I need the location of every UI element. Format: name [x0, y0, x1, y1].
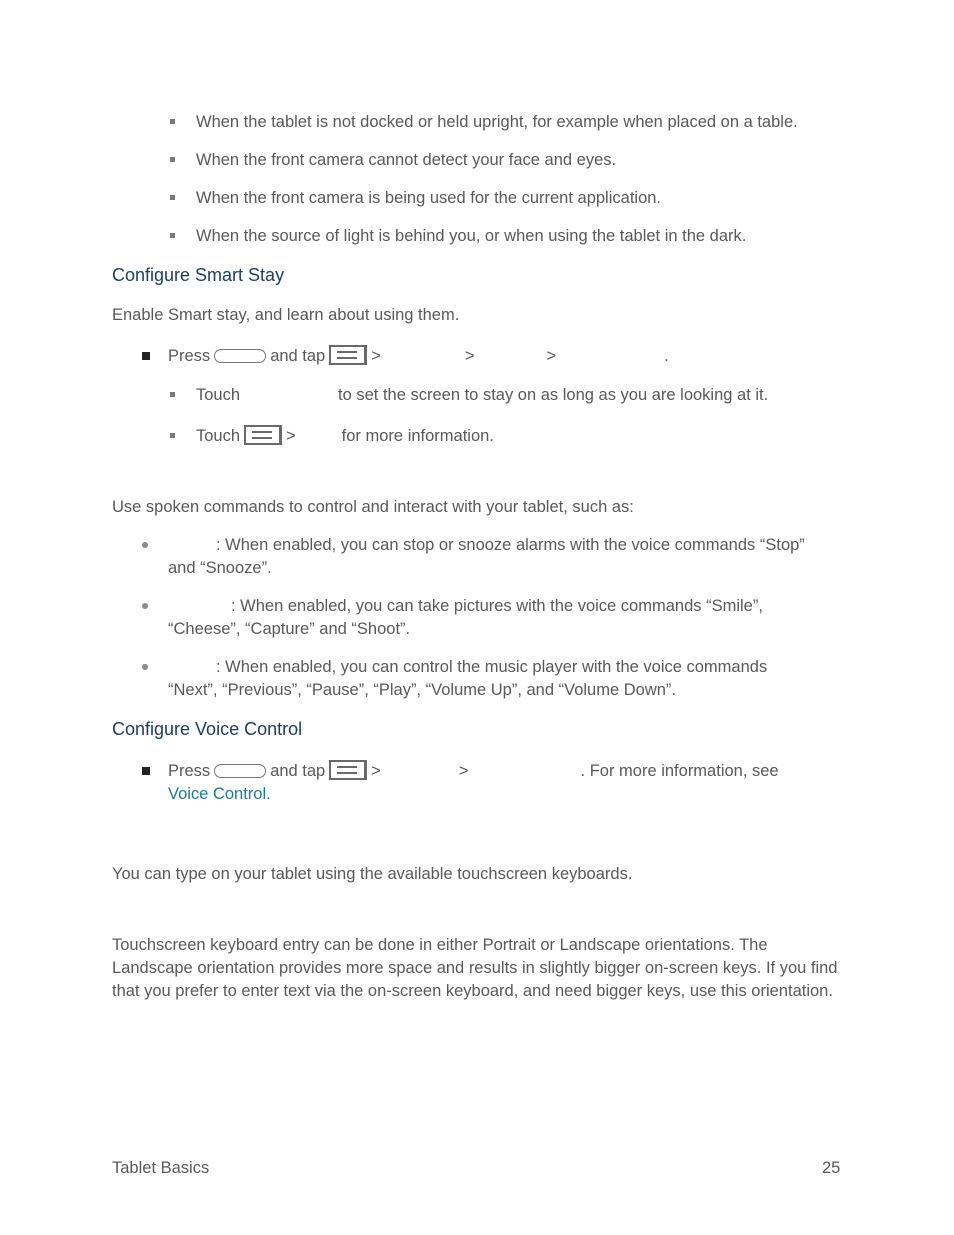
step-marker	[142, 352, 150, 360]
bullet-marker	[170, 119, 175, 124]
voice-control-heading: Configure Voice Control	[112, 719, 303, 739]
gt-separator: >	[371, 762, 381, 780]
sub-bullet-help	[196, 425, 494, 448]
voice-item-marker	[142, 664, 148, 670]
more-info-text: . For more information, see	[580, 762, 779, 780]
touch-label: Touch	[196, 386, 241, 404]
voice-item-music: : When enabled, you can control the music player with the voice commands	[216, 658, 768, 676]
voice-item-camera-cont: “Cheese”, “Capture” and “Shoot”.	[168, 620, 411, 638]
page-number: 25	[822, 1159, 841, 1177]
and-tap-label: and tap	[270, 347, 326, 365]
voice-item-alarm: : When enabled, you can stop or snooze alarms with the voice commands “Stop”	[216, 536, 805, 554]
gt-separator: >	[458, 762, 469, 780]
period: .	[266, 785, 271, 803]
voice-item-marker	[142, 542, 148, 548]
keyboard-paragraph: Touchscreen keyboard entry can be done in either Portrait or Landscape orientations. The Landscape orientation provides more space and results in slightly bigger on-screen keys. If you find that you prefer to enter text via the on-screen keyboard, and need bigger keys, use this orientation.	[112, 936, 838, 1000]
home-key-icon	[214, 764, 266, 778]
footer-section: Tablet Basics	[112, 1159, 210, 1177]
gt-separator: >	[546, 347, 557, 365]
bullet-marker	[170, 157, 175, 162]
voice-control-step	[168, 760, 779, 783]
bullet-text: When the front camera cannot detect your face and eyes.	[196, 151, 617, 169]
sub-bullet-text: to set the screen to stay on as long as you are looking at it.	[338, 386, 769, 404]
voice-control-link-line	[168, 783, 271, 806]
bullet-marker	[170, 233, 175, 238]
bullet-text: When the source of light is behind you, or when using the tablet in the dark.	[196, 227, 747, 245]
voice-item-music-cont: “Next”, “Previous”, “Pause”, “Play”, “Volume Up”, and “Volume Down”.	[168, 681, 676, 699]
menu-key-icon	[329, 345, 367, 365]
menu-key-icon	[244, 425, 282, 445]
press-label: Press	[168, 762, 211, 780]
sub-bullet-touch	[196, 384, 768, 407]
smart-stay-intro: Enable Smart stay, and learn about using them.	[112, 306, 460, 324]
period: .	[664, 347, 669, 365]
sub-bullet-text: for more information.	[341, 427, 494, 445]
step-marker	[142, 767, 150, 775]
voice-item-camera: : When enabled, you can take pictures with the voice commands “Smile”,	[231, 597, 763, 615]
press-label: Press	[168, 347, 211, 365]
voice-intro: Use spoken commands to control and interact with your tablet, such as:	[112, 498, 634, 516]
touch-label: Touch	[196, 427, 241, 445]
gt-separator: >	[371, 347, 381, 365]
home-key-icon	[214, 349, 266, 363]
gt-separator: >	[464, 347, 475, 365]
menu-key-icon	[329, 760, 367, 780]
bullet-text: When the tablet is not docked or held upright, for example when placed on a table.	[196, 113, 798, 131]
smart-stay-heading: Configure Smart Stay	[112, 265, 285, 285]
voice-item-alarm-cont: and “Snooze”.	[168, 559, 272, 577]
and-tap-label: and tap	[270, 762, 326, 780]
bullet-text: When the front camera is being used for the current application.	[196, 189, 662, 207]
bullet-marker	[170, 195, 175, 200]
voice-item-marker	[142, 603, 148, 609]
smart-stay-step	[168, 345, 669, 368]
gt-separator: >	[286, 427, 296, 445]
sub-bullet-marker	[170, 392, 175, 397]
voice-control-link[interactable]: Voice Control	[168, 785, 267, 803]
sub-bullet-marker	[170, 433, 175, 438]
keyboard-intro: You can type on your tablet using the available touchscreen keyboards.	[112, 865, 633, 883]
